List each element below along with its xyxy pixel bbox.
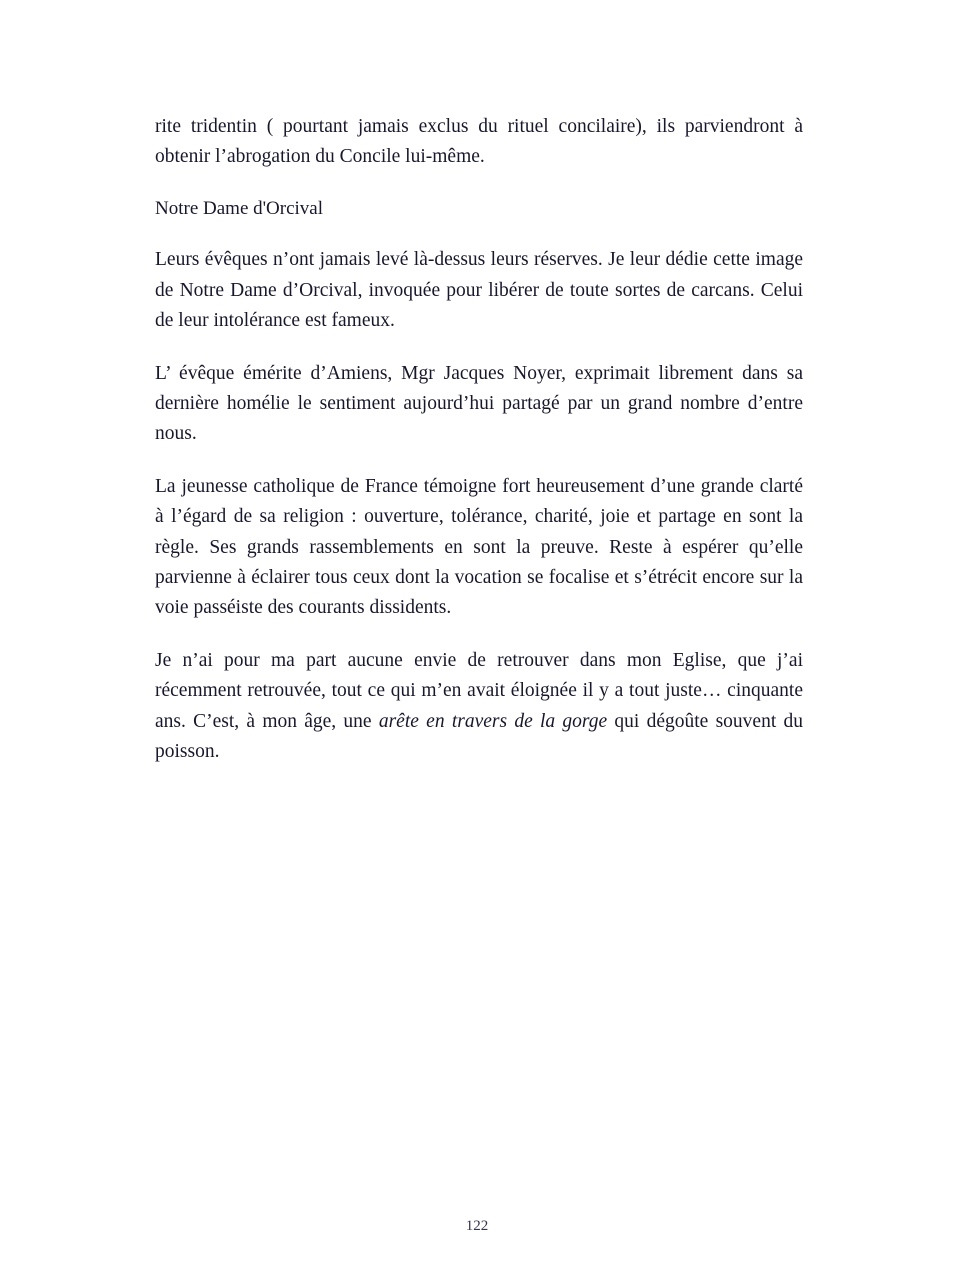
page-number: 122 <box>465 1218 489 1234</box>
paragraph-5-emphasis: arête en travers de la gorge <box>378 710 608 732</box>
paragraph-4: La jeunesse catholique de France témoigne fort heureusement d’une grande clarté à l’égard de sa religion : ouverture, tolérance, charité, joie et partage en sont la règle. Ses grands rassemblements en sont la preuve. Reste à espérer qu’elle parvienne à éclairer tous ceux dont la vocation se focalise et s’étrécit encore sur la voie passéiste des courants dissidents. <box>155 475 803 619</box>
paragraph-5 <box>155 646 803 768</box>
paragraph-1: rite tridentin ( pourtant jamais exclus du rituel concilaire), ils parviendront à obtenir l’abrogation du Concile lui-même. <box>155 116 803 168</box>
paragraph-5-text-before: Je n’ai pour ma part aucune envie de retrouver dans mon Eglise, que j’ai récemment retrouvée, tout ce qui m’en avait éloignée il y a tout juste… cinquante ans. C’est, à mon âge, une <box>155 649 803 732</box>
paragraph-2: Leurs évêques n’ont jamais levé là-dessus leurs réserves. Je leur dédie cette image de Notre Dame d’Orcival, invoquée pour libérer de toute sortes de carcans. Celui de leur intolérance est fameux. <box>155 249 803 332</box>
section-heading-notre-dame-orcival: Notre Dame d'Orcival <box>155 197 324 219</box>
paragraph-5-text-after: qui dégoûte souvent du poisson. <box>155 710 803 762</box>
page-body <box>155 112 803 767</box>
paragraph-3: L’ évêque émérite d’Amiens, Mgr Jacques Noyer, exprimait librement dans sa dernière homélie le sentiment aujourd’hui partagé par un grand nombre d’entre nous. <box>155 362 803 445</box>
